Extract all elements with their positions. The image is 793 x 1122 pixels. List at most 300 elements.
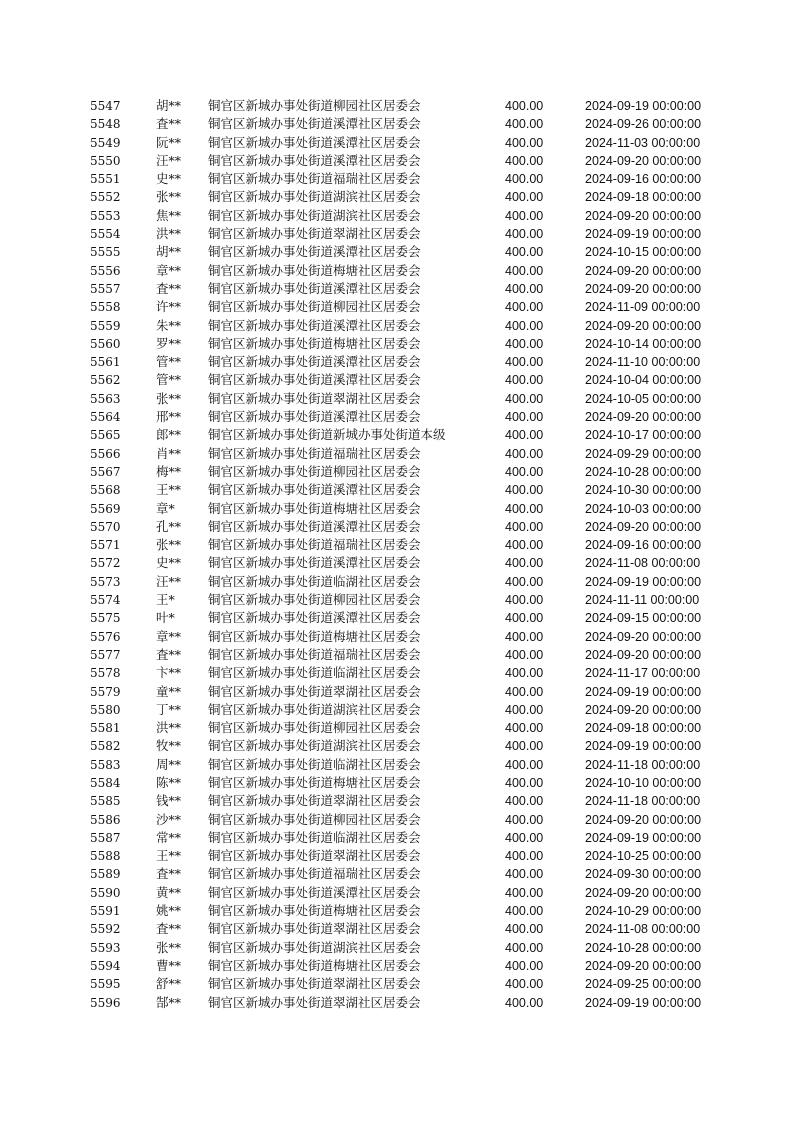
person-name: 史**	[156, 555, 182, 571]
row-number: 5560	[90, 336, 121, 351]
amount: 400.00	[505, 355, 544, 370]
unit-name: 铜官区新城办事处街道溪潭社区居委会	[208, 884, 421, 900]
amount: 400.00	[505, 172, 544, 187]
amount: 400.00	[505, 318, 544, 333]
unit-name: 铜官区新城办事处街道福瑞社区居委会	[208, 866, 421, 882]
table-row	[0, 134, 793, 152]
date-time: 2024-09-19 00:00:00	[585, 995, 702, 1010]
unit-name: 铜官区新城办事处街道梅塘社区居委会	[208, 628, 421, 644]
table-row	[0, 792, 793, 810]
date-time: 2024-11-18 00:00:00	[585, 757, 701, 772]
amount: 400.00	[505, 574, 544, 589]
table-row	[0, 701, 793, 719]
row-number: 5571	[90, 538, 121, 553]
unit-name: 铜官区新城办事处街道梅塘社区居委会	[208, 774, 421, 790]
row-number: 5585	[90, 794, 121, 809]
amount: 400.00	[505, 446, 544, 461]
table-row	[0, 865, 793, 883]
amount: 400.00	[505, 556, 544, 571]
amount: 400.00	[505, 190, 544, 205]
person-name: 沙**	[156, 811, 182, 827]
person-name: 牧**	[156, 738, 182, 754]
table-row	[0, 445, 793, 463]
table-row	[0, 353, 793, 371]
row-number: 5576	[90, 629, 121, 644]
row-number: 5591	[90, 904, 121, 919]
person-name: 王*	[156, 592, 175, 608]
date-time: 2024-10-05 00:00:00	[585, 391, 702, 406]
amount: 400.00	[505, 300, 544, 315]
date-time: 2024-11-09 00:00:00	[585, 300, 701, 315]
date-time: 2024-09-20 00:00:00	[585, 629, 702, 644]
table-row	[0, 829, 793, 847]
person-name: 姚**	[156, 903, 182, 919]
row-number: 5564	[90, 410, 121, 425]
table-row	[0, 939, 793, 957]
amount: 400.00	[505, 977, 544, 992]
amount: 400.00	[505, 483, 544, 498]
amount: 400.00	[505, 958, 544, 973]
unit-name: 铜官区新城办事处街道梅塘社区居委会	[208, 262, 421, 278]
table-row	[0, 115, 793, 133]
date-time: 2024-09-19 00:00:00	[585, 830, 702, 845]
person-name: 邢**	[156, 409, 182, 425]
amount: 400.00	[505, 263, 544, 278]
row-number: 5589	[90, 867, 121, 882]
table-row	[0, 262, 793, 280]
person-name: 常**	[156, 829, 182, 845]
row-number: 5551	[90, 172, 121, 187]
amount: 400.00	[505, 117, 544, 132]
date-time: 2024-10-15 00:00:00	[585, 245, 702, 260]
amount: 400.00	[505, 721, 544, 736]
date-time: 2024-11-08 00:00:00	[585, 922, 701, 937]
person-name: 王**	[156, 482, 182, 498]
person-name: 査**	[156, 116, 182, 132]
date-time: 2024-10-10 00:00:00	[585, 775, 702, 790]
person-name: 丁**	[156, 701, 182, 717]
row-number: 5557	[90, 281, 121, 296]
row-number: 5555	[90, 245, 121, 260]
person-name: 张**	[156, 189, 182, 205]
person-name: 陈**	[156, 774, 182, 790]
date-time: 2024-10-03 00:00:00	[585, 501, 702, 516]
unit-name: 铜官区新城办事处街道翠湖社区居委会	[208, 976, 421, 992]
unit-name: 铜官区新城办事处街道溪潭社区居委会	[208, 134, 421, 150]
unit-name: 铜官区新城办事处街道湖滨社区居委会	[208, 189, 421, 205]
person-name: 舒**	[156, 976, 182, 992]
unit-name: 铜官区新城办事处街道福瑞社区居委会	[208, 171, 421, 187]
table-row	[0, 408, 793, 426]
person-name: 焦**	[156, 207, 182, 223]
table-row	[0, 371, 793, 389]
row-number: 5579	[90, 684, 121, 699]
person-name: 罗**	[156, 335, 182, 351]
row-number: 5547	[90, 99, 121, 113]
person-name: 肖**	[156, 445, 182, 461]
unit-name: 铜官区新城办事处街道溪潭社区居委会	[208, 409, 421, 425]
amount: 400.00	[505, 666, 544, 681]
unit-name: 铜官区新城办事处街道柳园社区居委会	[208, 811, 421, 827]
unit-name: 铜官区新城办事处街道临湖社区居委会	[208, 573, 421, 589]
person-name: 管**	[156, 354, 182, 370]
person-name: 汪**	[156, 152, 182, 168]
person-name: 阮**	[156, 134, 182, 150]
person-name: 梅**	[156, 463, 182, 479]
date-time: 2024-10-04 00:00:00	[585, 373, 702, 388]
person-name: 钱**	[156, 793, 182, 809]
amount: 400.00	[505, 519, 544, 534]
person-name: 王**	[156, 848, 182, 864]
person-name: 管**	[156, 372, 182, 388]
date-time: 2024-11-17 00:00:00	[585, 666, 701, 681]
table-row	[0, 426, 793, 444]
table-row	[0, 957, 793, 975]
row-number: 5568	[90, 483, 121, 498]
person-name: 曹**	[156, 957, 182, 973]
date-time: 2024-09-30 00:00:00	[585, 867, 702, 882]
date-time: 2024-09-20 00:00:00	[585, 812, 702, 827]
date-time: 2024-10-25 00:00:00	[585, 849, 702, 864]
table-row	[0, 280, 793, 298]
table-row	[0, 225, 793, 243]
amount: 400.00	[505, 501, 544, 516]
table-row	[0, 719, 793, 737]
table-row	[0, 536, 793, 554]
unit-name: 铜官区新城办事处街道梅塘社区居委会	[208, 335, 421, 351]
person-name: 史**	[156, 171, 182, 187]
amount: 400.00	[505, 647, 544, 662]
date-time: 2024-09-20 00:00:00	[585, 318, 702, 333]
person-name: 胡**	[156, 244, 182, 260]
unit-name: 铜官区新城办事处街道柳园社区居委会	[208, 98, 421, 113]
unit-name: 铜官区新城办事处街道柳园社区居委会	[208, 720, 421, 736]
amount: 400.00	[505, 940, 544, 955]
date-time: 2024-09-19 00:00:00	[585, 574, 702, 589]
date-time: 2024-09-18 00:00:00	[585, 190, 702, 205]
amount: 400.00	[505, 849, 544, 864]
table-row	[0, 884, 793, 902]
amount: 400.00	[505, 336, 544, 351]
person-name: 童**	[156, 683, 182, 699]
table-row	[0, 170, 793, 188]
unit-name: 铜官区新城办事处街道临湖社区居委会	[208, 829, 421, 845]
amount: 400.00	[505, 830, 544, 845]
person-name: 章**	[156, 628, 182, 644]
amount: 400.00	[505, 995, 544, 1010]
amount: 400.00	[505, 373, 544, 388]
table-row	[0, 463, 793, 481]
table-row	[0, 994, 793, 1012]
amount: 400.00	[505, 629, 544, 644]
person-name: 胡**	[156, 98, 182, 113]
row-number: 5593	[90, 940, 121, 955]
person-name: 孔**	[156, 518, 182, 534]
table-row	[0, 591, 793, 609]
date-time: 2024-10-29 00:00:00	[585, 904, 702, 919]
unit-name: 铜官区新城办事处街道溪潭社区居委会	[208, 244, 421, 260]
table-row	[0, 500, 793, 518]
date-time: 2024-09-20 00:00:00	[585, 519, 702, 534]
table-row	[0, 756, 793, 774]
row-number: 5549	[90, 135, 121, 150]
amount: 400.00	[505, 922, 544, 937]
row-number: 5556	[90, 263, 121, 278]
person-name: 章**	[156, 262, 182, 278]
amount: 400.00	[505, 391, 544, 406]
row-number: 5575	[90, 611, 121, 626]
amount: 400.00	[505, 410, 544, 425]
date-time: 2024-09-20 00:00:00	[585, 410, 702, 425]
person-name: 査**	[156, 280, 182, 296]
row-number: 5581	[90, 721, 121, 736]
table-row	[0, 152, 793, 170]
row-number: 5574	[90, 593, 121, 608]
data-table	[0, 97, 793, 1012]
unit-name: 铜官区新城办事处街道翠湖社区居委会	[208, 793, 421, 809]
date-time: 2024-09-26 00:00:00	[585, 117, 702, 132]
unit-name: 铜官区新城办事处街道柳园社区居委会	[208, 463, 421, 479]
table-row	[0, 243, 793, 261]
table-row	[0, 609, 793, 627]
person-name: 张**	[156, 537, 182, 553]
row-number: 5572	[90, 556, 121, 571]
unit-name: 铜官区新城办事处街道溪潭社区居委会	[208, 317, 421, 333]
unit-name: 铜官区新城办事处街道翠湖社区居委会	[208, 848, 421, 864]
date-time: 2024-11-03 00:00:00	[585, 135, 701, 150]
amount: 400.00	[505, 684, 544, 699]
unit-name: 铜官区新城办事处街道梅塘社区居委会	[208, 903, 421, 919]
unit-name: 铜官区新城办事处街道梅塘社区居委会	[208, 957, 421, 973]
unit-name: 铜官区新城办事处街道溪潭社区居委会	[208, 610, 421, 626]
date-time: 2024-09-16 00:00:00	[585, 538, 702, 553]
amount: 400.00	[505, 153, 544, 168]
unit-name: 铜官区新城办事处街道福瑞社区居委会	[208, 646, 421, 662]
date-time: 2024-09-19 00:00:00	[585, 227, 702, 242]
row-number: 5594	[90, 958, 121, 973]
date-time: 2024-11-08 00:00:00	[585, 556, 701, 571]
table-row	[0, 683, 793, 701]
row-number: 5548	[90, 117, 121, 132]
row-number: 5590	[90, 885, 121, 900]
table-row	[0, 774, 793, 792]
row-number: 5588	[90, 849, 121, 864]
amount: 400.00	[505, 904, 544, 919]
date-time: 2024-09-20 00:00:00	[585, 885, 702, 900]
amount: 400.00	[505, 611, 544, 626]
amount: 400.00	[505, 428, 544, 443]
unit-name: 铜官区新城办事处街道溪潭社区居委会	[208, 116, 421, 132]
date-time: 2024-09-20 00:00:00	[585, 281, 702, 296]
unit-name: 铜官区新城办事处街道福瑞社区居委会	[208, 445, 421, 461]
table-row	[0, 664, 793, 682]
person-name: 周**	[156, 756, 182, 772]
person-name: 郜**	[156, 994, 182, 1010]
row-number: 5584	[90, 775, 121, 790]
row-number: 5595	[90, 977, 121, 992]
date-time: 2024-09-25 00:00:00	[585, 977, 702, 992]
table-row	[0, 481, 793, 499]
amount: 400.00	[505, 757, 544, 772]
date-time: 2024-09-20 00:00:00	[585, 153, 702, 168]
date-time: 2024-10-14 00:00:00	[585, 336, 702, 351]
person-name: 朱**	[156, 317, 182, 333]
date-time: 2024-11-10 00:00:00	[585, 355, 701, 370]
date-time: 2024-09-19 00:00:00	[585, 739, 702, 754]
row-number: 5561	[90, 355, 121, 370]
person-name: 郎**	[156, 427, 182, 443]
person-name: 査**	[156, 921, 182, 937]
date-time: 2024-09-20 00:00:00	[585, 958, 702, 973]
table-row	[0, 518, 793, 536]
amount: 400.00	[505, 135, 544, 150]
unit-name: 铜官区新城办事处街道溪潭社区居委会	[208, 354, 421, 370]
row-number: 5565	[90, 428, 121, 443]
row-number: 5554	[90, 227, 121, 242]
person-name: 张**	[156, 390, 182, 406]
table-row	[0, 317, 793, 335]
amount: 400.00	[505, 245, 544, 260]
amount: 400.00	[505, 702, 544, 717]
table-row	[0, 188, 793, 206]
unit-name: 铜官区新城办事处街道柳园社区居委会	[208, 592, 421, 608]
date-time: 2024-09-18 00:00:00	[585, 721, 702, 736]
table-row	[0, 554, 793, 572]
amount: 400.00	[505, 775, 544, 790]
date-time: 2024-10-28 00:00:00	[585, 464, 702, 479]
row-number: 5569	[90, 501, 121, 516]
unit-name: 铜官区新城办事处街道梅塘社区居委会	[208, 500, 421, 516]
row-number: 5550	[90, 153, 121, 168]
unit-name: 铜官区新城办事处街道福瑞社区居委会	[208, 537, 421, 553]
amount: 400.00	[505, 739, 544, 754]
table-row	[0, 646, 793, 664]
amount: 400.00	[505, 794, 544, 809]
amount: 400.00	[505, 208, 544, 223]
table-row	[0, 390, 793, 408]
person-name: 洪**	[156, 226, 182, 242]
row-number: 5563	[90, 391, 121, 406]
row-number: 5582	[90, 739, 121, 754]
date-time: 2024-10-30 00:00:00	[585, 483, 702, 498]
row-number: 5577	[90, 647, 121, 662]
date-time: 2024-09-15 00:00:00	[585, 611, 702, 626]
amount: 400.00	[505, 885, 544, 900]
amount: 400.00	[505, 464, 544, 479]
amount: 400.00	[505, 593, 544, 608]
unit-name: 铜官区新城办事处街道临湖社区居委会	[208, 756, 421, 772]
row-number: 5586	[90, 812, 121, 827]
table-row	[0, 847, 793, 865]
row-number: 5552	[90, 190, 121, 205]
date-time: 2024-11-11 00:00:00	[585, 593, 700, 608]
amount: 400.00	[505, 867, 544, 882]
amount: 400.00	[505, 538, 544, 553]
row-number: 5553	[90, 208, 121, 223]
date-time: 2024-10-17 00:00:00	[585, 428, 702, 443]
amount: 400.00	[505, 812, 544, 827]
person-name: 许**	[156, 299, 182, 315]
date-time: 2024-09-16 00:00:00	[585, 172, 702, 187]
unit-name: 铜官区新城办事处街道翠湖社区居委会	[208, 921, 421, 937]
row-number: 5580	[90, 702, 121, 717]
amount: 400.00	[505, 227, 544, 242]
row-number: 5592	[90, 922, 121, 937]
row-number: 5558	[90, 300, 121, 315]
date-time: 2024-09-20 00:00:00	[585, 263, 702, 278]
person-name: 卞**	[156, 665, 182, 681]
unit-name: 铜官区新城办事处街道翠湖社区居委会	[208, 683, 421, 699]
unit-name: 铜官区新城办事处街道湖滨社区居委会	[208, 939, 421, 955]
row-number: 5562	[90, 373, 121, 388]
row-number: 5567	[90, 464, 121, 479]
date-time: 2024-09-20 00:00:00	[585, 647, 702, 662]
person-name: 査**	[156, 866, 182, 882]
unit-name: 铜官区新城办事处街道新城办事处街道本级	[208, 427, 446, 443]
amount: 400.00	[505, 99, 544, 113]
unit-name: 铜官区新城办事处街道溪潭社区居委会	[208, 555, 421, 571]
unit-name: 铜官区新城办事处街道溪潭社区居委会	[208, 280, 421, 296]
date-time: 2024-09-19 00:00:00	[585, 684, 702, 699]
row-number: 5559	[90, 318, 121, 333]
row-number: 5596	[90, 995, 121, 1010]
date-time: 2024-09-29 00:00:00	[585, 446, 702, 461]
unit-name: 铜官区新城办事处街道翠湖社区居委会	[208, 390, 421, 406]
table-row	[0, 975, 793, 993]
person-name: 黄**	[156, 884, 182, 900]
unit-name: 铜官区新城办事处街道柳园社区居委会	[208, 299, 421, 315]
table-row	[0, 920, 793, 938]
table-row	[0, 97, 793, 115]
amount: 400.00	[505, 281, 544, 296]
table-row	[0, 811, 793, 829]
row-number: 5583	[90, 757, 121, 772]
person-name: 洪**	[156, 720, 182, 736]
unit-name: 铜官区新城办事处街道溪潭社区居委会	[208, 518, 421, 534]
person-name: 査**	[156, 646, 182, 662]
table-row	[0, 335, 793, 353]
row-number: 5578	[90, 666, 121, 681]
date-time: 2024-09-20 00:00:00	[585, 702, 702, 717]
date-time: 2024-09-20 00:00:00	[585, 208, 702, 223]
row-number: 5566	[90, 446, 121, 461]
row-number: 5587	[90, 830, 121, 845]
table-row	[0, 207, 793, 225]
table-row	[0, 628, 793, 646]
date-time: 2024-11-18 00:00:00	[585, 794, 701, 809]
date-time: 2024-09-19 00:00:00	[585, 99, 702, 113]
unit-name: 铜官区新城办事处街道溪潭社区居委会	[208, 482, 421, 498]
table-row	[0, 298, 793, 316]
unit-name: 铜官区新城办事处街道溪潭社区居委会	[208, 152, 421, 168]
unit-name: 铜官区新城办事处街道湖滨社区居委会	[208, 207, 421, 223]
row-number: 5573	[90, 574, 121, 589]
unit-name: 铜官区新城办事处街道湖滨社区居委会	[208, 738, 421, 754]
unit-name: 铜官区新城办事处街道溪潭社区居委会	[208, 372, 421, 388]
person-name: 张**	[156, 939, 182, 955]
date-time: 2024-10-28 00:00:00	[585, 940, 702, 955]
person-name: 章*	[156, 500, 175, 516]
person-name: 汪**	[156, 573, 182, 589]
unit-name: 铜官区新城办事处街道湖滨社区居委会	[208, 701, 421, 717]
unit-name: 铜官区新城办事处街道翠湖社区居委会	[208, 994, 421, 1010]
table-row	[0, 902, 793, 920]
table-row	[0, 737, 793, 755]
table-row	[0, 573, 793, 591]
unit-name: 铜官区新城办事处街道翠湖社区居委会	[208, 226, 421, 242]
unit-name: 铜官区新城办事处街道临湖社区居委会	[208, 665, 421, 681]
person-name: 叶*	[156, 610, 175, 626]
